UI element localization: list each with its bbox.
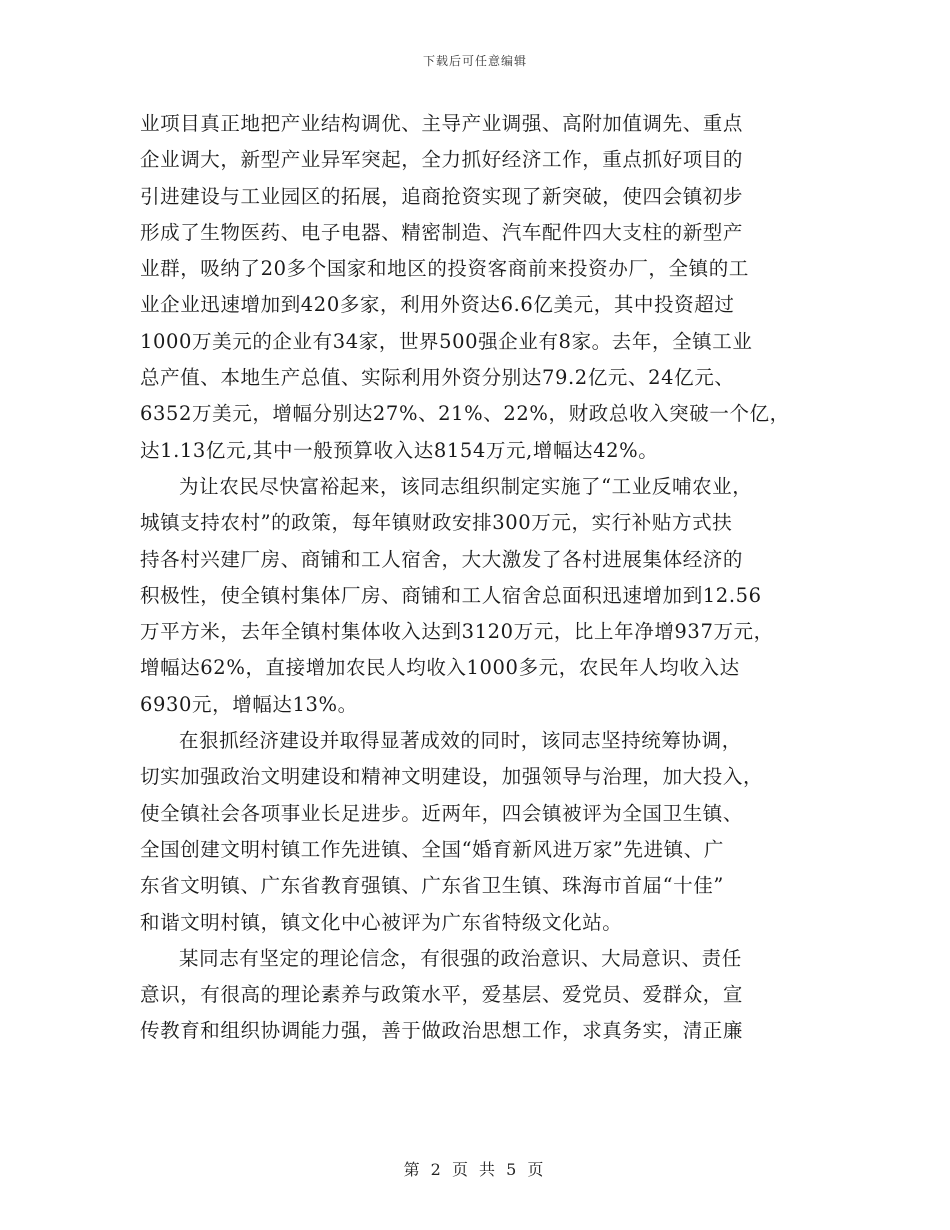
paragraph-3 <box>140 723 810 941</box>
text-line: 1000万美元的企业有34家，世界500强企业有8家。去年，全镇工业 <box>140 329 753 353</box>
text-line: 引进建设与工业园区的拓展，追商抢资实现了新突破，使四会镇初步 <box>140 184 744 208</box>
text-line: 和谐文明村镇，镇文化中心被评为广东省特级文化站。 <box>140 910 623 934</box>
paragraph-2 <box>140 469 810 723</box>
text-line: 意识，有很高的理论素养与政策水平，爱基层、爱党员、爱群众，宣 <box>140 983 744 1007</box>
text-line: 为让农民尽快富裕起来，该同志组织制定实施了“工业反哺农业， <box>179 474 753 498</box>
text-line: 传教育和组织协调能力强，善于做政治思想工作，求真务实，清正廉 <box>140 1019 744 1043</box>
text-line: 持各村兴建厂房、商铺和工人宿舍，大大激发了各村进展集体经济的 <box>140 547 744 571</box>
text-line: 积极性，使全镇村集体厂房、商铺和工人宿舍总面积迅速增加到12.56 <box>140 583 762 607</box>
text-line: 形成了生物医药、电子电器、精密制造、汽车配件四大支柱的新型产 <box>140 220 744 244</box>
text-line: 切实加强政治文明建设和精神文明建设，加强领导与治理，加大投入， <box>140 765 764 789</box>
text-line: 业项目真正地把产业结构调优、主导产业调强、高附加值调先、重点 <box>140 112 744 135</box>
page-number: 第 2 页 共 5 页 <box>403 1160 547 1179</box>
text-line: 城镇支持农村”的政策，每年镇财政安排300万元，实行补贴方式扶 <box>140 511 733 535</box>
text-line: 企业调大，新型产业异军突起，全力抓好经济工作，重点抓好项目的 <box>140 148 744 172</box>
text-line: 业企业迅速增加到420多家，利用外资达6.6亿美元，其中投资超过 <box>140 293 735 317</box>
paragraph-1 <box>140 106 810 469</box>
text-line: 总产值、本地生产总值、实际利用外资分别达79.2亿元、24亿元、 <box>140 366 735 390</box>
text-line: 全国创建文明村镇工作先进镇、全国“婚育新风进万家”先进镇、广 <box>140 837 724 861</box>
text-line: 使全镇社会各项事业长足进步。近两年，四会镇被评为全国卫生镇、 <box>140 801 744 825</box>
text-line: 6930元，增幅达13%。 <box>140 692 358 716</box>
text-line: 增幅达62%，直接增加农民人均收入1000多元，农民年人均收入达 <box>140 656 740 680</box>
text-line: 东省文明镇、广东省教育强镇、广东省卫生镇、珠海市首届“十佳” <box>140 874 724 898</box>
text-line: 达1.13亿元,其中一般预算收入达8154万元,增幅达42%。 <box>140 438 659 462</box>
text-line: 万平方米，去年全镇村集体收入达到3120万元，比上年净增937万元， <box>140 620 774 644</box>
document-body <box>140 106 810 1050</box>
text-line: 业群，吸纳了20多个国家和地区的投资客商前来投资办厂，全镇的工 <box>140 257 749 281</box>
text-line: 6352万美元，增幅分别达27%、21%、22%，财政总收入突破一个亿， <box>140 402 790 426</box>
text-line: 某同志有坚定的理论信念，有很强的政治意识、大局意识、责任 <box>179 946 742 970</box>
page-header: 下载后可任意编辑 <box>422 54 527 68</box>
paragraph-4 <box>140 941 810 1050</box>
text-line: 在狠抓经济建设并取得显著成效的同时，该同志坚持统筹协调， <box>179 729 742 753</box>
